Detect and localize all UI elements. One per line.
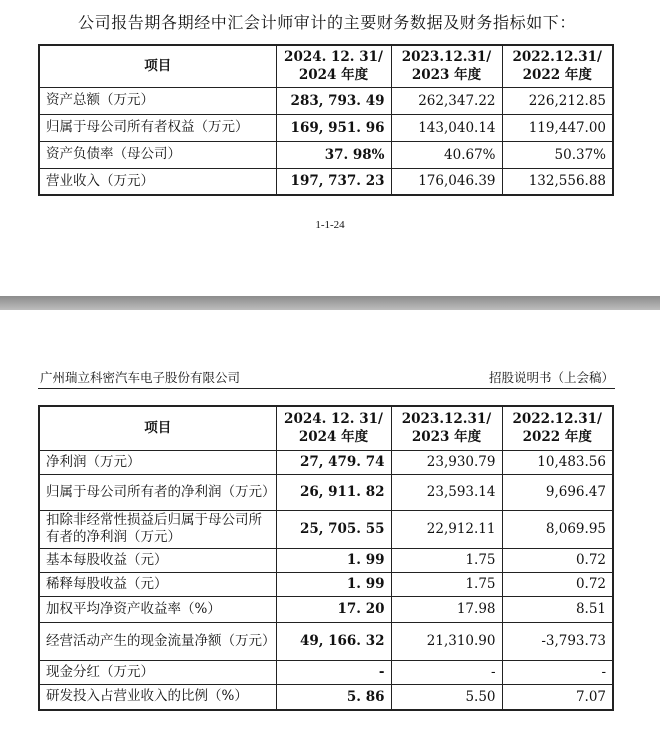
value-2023: 5.50 bbox=[391, 684, 502, 710]
value-2023: 1.75 bbox=[391, 548, 502, 572]
value-2024: 197, 737. 23 bbox=[276, 168, 391, 195]
value-2022: 8,069.95 bbox=[502, 510, 613, 548]
table-row bbox=[39, 660, 613, 684]
value-2024: 27, 479. 74 bbox=[276, 450, 391, 474]
row-label: 扣除非经常性损益后归属于母公司所有者的净利润（万元） bbox=[39, 510, 276, 548]
value-2024: 26, 911. 82 bbox=[276, 474, 391, 510]
header-2022 bbox=[502, 45, 613, 87]
table-row bbox=[39, 141, 613, 168]
header-2022-year: 2022 年度 bbox=[522, 67, 592, 84]
table-row bbox=[39, 548, 613, 572]
header-2024 bbox=[276, 406, 391, 450]
row-label: 现金分红（万元） bbox=[39, 660, 276, 684]
value-2023: 17.98 bbox=[391, 596, 502, 622]
header-2022-date: 2022.12.31/ bbox=[512, 411, 602, 428]
header-2023-year: 2023 年度 bbox=[411, 67, 482, 84]
table-row bbox=[39, 87, 613, 114]
header-item: 项目 bbox=[39, 45, 276, 87]
value-2024: 1. 99 bbox=[276, 548, 391, 572]
row-label: 归属于母公司所有者权益（万元） bbox=[39, 114, 276, 141]
row-label: 稀释每股收益（元） bbox=[39, 572, 276, 596]
row-label: 研发投入占营业收入的比例（%） bbox=[39, 684, 276, 710]
table-row bbox=[39, 168, 613, 195]
value-2022: 7.07 bbox=[502, 684, 613, 710]
row-label: 资产负债率（母公司） bbox=[39, 141, 276, 168]
header-2023 bbox=[391, 406, 502, 450]
header-rule bbox=[38, 388, 615, 389]
header-2023 bbox=[391, 45, 502, 87]
value-2024: 283, 793. 49 bbox=[276, 87, 391, 114]
value-2024: 5. 86 bbox=[276, 684, 391, 710]
page-number: 1-1-24 bbox=[315, 219, 345, 231]
value-2022: 226,212.85 bbox=[502, 87, 613, 114]
value-2024: 169, 951. 96 bbox=[276, 114, 391, 141]
value-2023: 23,593.14 bbox=[391, 474, 502, 510]
value-2024: 17. 20 bbox=[276, 596, 391, 622]
value-2024: - bbox=[276, 660, 391, 684]
intro-sentence: 公司报告期各期经中汇会计师审计的主要财务数据及财务指标如下： bbox=[78, 13, 577, 32]
value-2022: - bbox=[502, 660, 613, 684]
value-2022: 119,447.00 bbox=[502, 114, 613, 141]
header-2024-date: 2024. 12. 31/ bbox=[284, 411, 383, 428]
header-2024-year: 2024 年度 bbox=[298, 67, 369, 84]
value-2023: 262,347.22 bbox=[391, 87, 502, 114]
value-2023: 143,040.14 bbox=[391, 114, 502, 141]
row-label: 加权平均净资产收益率（%） bbox=[39, 596, 276, 622]
value-2022: 8.51 bbox=[502, 596, 613, 622]
value-2022: 0.72 bbox=[502, 572, 613, 596]
row-label: 经营活动产生的现金流量净额（万元） bbox=[39, 622, 276, 660]
header-2023-date: 2023.12.31/ bbox=[401, 49, 492, 66]
value-2024: 1. 99 bbox=[276, 572, 391, 596]
value-2022: 10,483.56 bbox=[502, 450, 613, 474]
financial-data-table-1 bbox=[38, 44, 614, 196]
header-2024 bbox=[276, 45, 391, 87]
financial-data-table-2 bbox=[38, 405, 614, 711]
header-item: 项目 bbox=[39, 406, 276, 450]
header-2022-year: 2022 年度 bbox=[522, 429, 592, 446]
table-row bbox=[39, 114, 613, 141]
value-2022: 132,556.88 bbox=[502, 168, 613, 195]
value-2022: 50.37% bbox=[502, 141, 613, 168]
page-break-band bbox=[0, 296, 660, 310]
value-2024: 49, 166. 32 bbox=[276, 622, 391, 660]
row-label: 基本每股收益（元） bbox=[39, 548, 276, 572]
value-2024: 37. 98% bbox=[276, 141, 391, 168]
row-label: 净利润（万元） bbox=[39, 450, 276, 474]
table-header-row bbox=[39, 406, 613, 450]
header-2024-year: 2024 年度 bbox=[298, 429, 369, 446]
value-2023: 22,912.11 bbox=[391, 510, 502, 548]
value-2023: 23,930.79 bbox=[391, 450, 502, 474]
company-name: 广州瑞立科密汽车电子股份有限公司 bbox=[40, 370, 241, 385]
value-2022: 0.72 bbox=[502, 548, 613, 572]
header-2023-year: 2023 年度 bbox=[411, 429, 482, 446]
header-2023-date: 2023.12.31/ bbox=[401, 411, 492, 428]
header-2022-date: 2022.12.31/ bbox=[512, 49, 602, 66]
value-2023: - bbox=[391, 660, 502, 684]
table-row bbox=[39, 596, 613, 622]
value-2024: 25, 705. 55 bbox=[276, 510, 391, 548]
table-row bbox=[39, 474, 613, 510]
value-2023: 40.67% bbox=[391, 141, 502, 168]
header-2024-date: 2024. 12. 31/ bbox=[284, 49, 383, 66]
table-row bbox=[39, 622, 613, 660]
value-2023: 176,046.39 bbox=[391, 168, 502, 195]
value-2022: -3,793.73 bbox=[502, 622, 613, 660]
row-label: 归属于母公司所有者的净利润（万元） bbox=[39, 474, 276, 510]
row-label: 资产总额（万元） bbox=[39, 87, 276, 114]
table-row bbox=[39, 510, 613, 548]
table-row bbox=[39, 572, 613, 596]
value-2023: 21,310.90 bbox=[391, 622, 502, 660]
value-2022: 9,696.47 bbox=[502, 474, 613, 510]
document-title: 招股说明书（上会稿） bbox=[488, 370, 614, 385]
header-2022 bbox=[502, 406, 613, 450]
row-label: 营业收入（万元） bbox=[39, 168, 276, 195]
table-header-row bbox=[39, 45, 613, 87]
table-row bbox=[39, 684, 613, 710]
value-2023: 1.75 bbox=[391, 572, 502, 596]
table-row bbox=[39, 450, 613, 474]
